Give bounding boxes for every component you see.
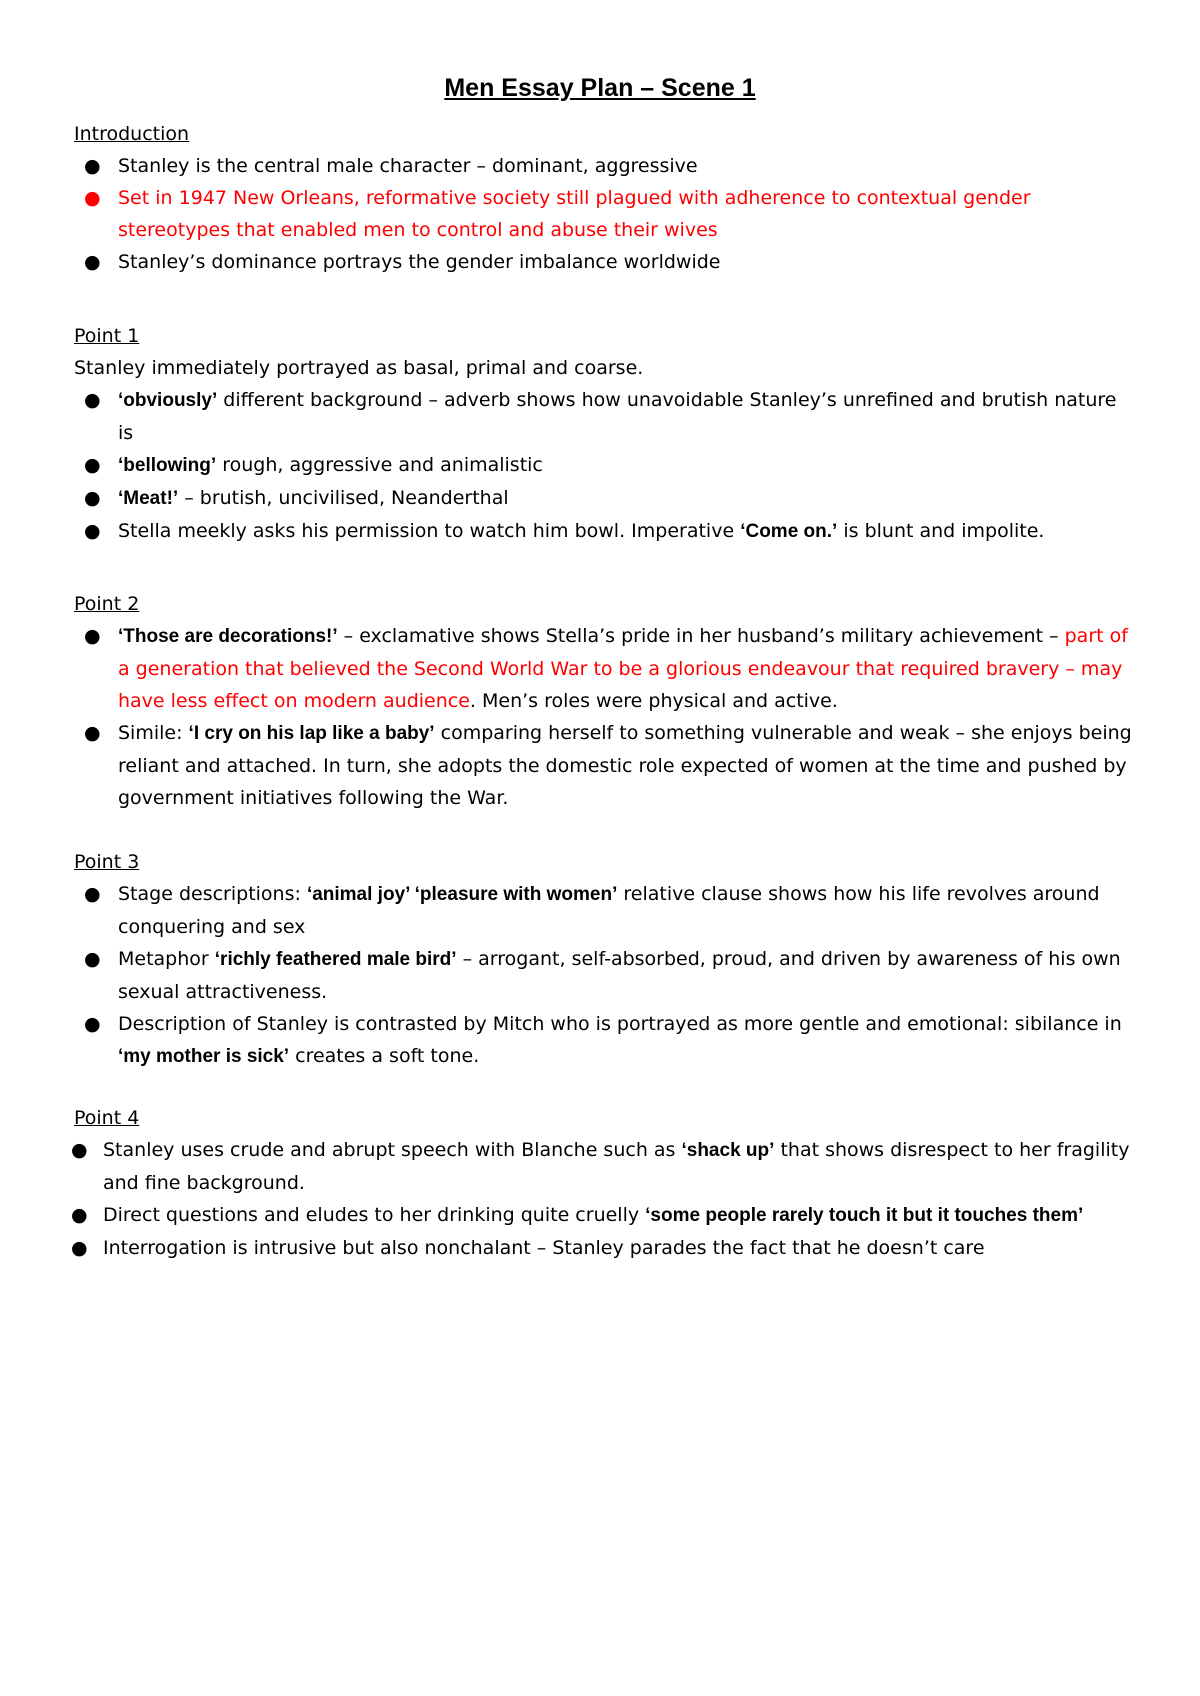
list-item: ● Stanley’s dominance portrays the gender imbalance worldwide — [74, 246, 1134, 278]
list-item: ● ‘Those are decorations!’ – exclamative shows Stella’s pride in her husband’s military achievement – part of a generation that believed the Second World War to be a glorious endeavour that required bravery – may have less effect on modern audience. Men’s roles were physical and active. — [74, 620, 1134, 717]
bullet-icon: ● — [71, 1139, 88, 1161]
bullet-icon: ● — [84, 625, 101, 647]
list-item: ● Set in 1947 New Orleans, reformative society still plagued with adherence to contextual gender stereotypes that enabled men to control and abuse their wives — [74, 182, 1134, 246]
bullet-icon: ● — [84, 389, 101, 411]
point1-lead: Stanley immediately portrayed as basal, primal and coarse. — [74, 357, 644, 379]
point2-section — [74, 588, 1134, 814]
list-item: ● Metaphor ‘richly feathered male bird’ – arrogant, self-absorbed, proud, and driven by awareness of his own sexual attractiveness. — [74, 943, 1134, 1008]
list-item: ● Stage descriptions: ‘animal joy’ ‘pleasure with women’ relative clause shows how his life revolves around conquering and sex — [74, 878, 1134, 943]
bullet-icon: ● — [84, 454, 101, 476]
point4-section — [71, 1102, 1134, 1265]
bullet-icon: ● — [84, 722, 101, 744]
bullet-icon: ● — [84, 948, 101, 970]
page-title: Men Essay Plan – Scene 1 — [444, 74, 756, 102]
bullet-icon: ● — [71, 1237, 88, 1259]
point1-heading: Point 1 — [74, 325, 140, 347]
list-item: ● Description of Stanley is contrasted by Mitch who is portrayed as more gentle and emotional: sibilance in ‘my mother is sick’ creates a soft tone. — [74, 1008, 1134, 1073]
introduction-heading: Introduction — [74, 123, 190, 145]
bullet-icon: ● — [84, 155, 101, 177]
list-item: ● Stella meekly asks his permission to watch him bowl. Imperative ‘Come on.’ is blunt and impolite. — [74, 515, 1134, 548]
bullet-icon: ● — [84, 1013, 101, 1035]
introduction-section — [74, 118, 1134, 278]
point1-section — [74, 320, 1134, 548]
point3-section — [74, 846, 1134, 1073]
bullet-icon: ● — [71, 1204, 88, 1226]
bullet-icon: ● — [84, 520, 101, 542]
list-item: ● ‘bellowing’ rough, aggressive and animalistic — [74, 449, 1134, 482]
list-item: ● Stanley uses crude and abrupt speech with Blanche such as ‘shack up’ that shows disrespect to her fragility and fine background. — [74, 1134, 1134, 1199]
bullet-icon: ● — [84, 187, 101, 209]
point4-heading: Point 4 — [74, 1107, 140, 1129]
list-item: ● ‘Meat!’ – brutish, uncivilised, Neanderthal — [74, 482, 1134, 515]
list-item: ● Stanley is the central male character – dominant, aggressive — [74, 150, 1134, 182]
list-item: ● Simile: ‘I cry on his lap like a baby’ comparing herself to something vulnerable and weak – she enjoys being reliant and attached. In turn, she adopts the domestic role expected of women at the time and pushed by government initiatives following the War. — [74, 717, 1134, 814]
bullet-icon: ● — [84, 251, 101, 273]
point2-heading: Point 2 — [74, 593, 140, 615]
list-item: ● Direct questions and eludes to her drinking quite cruelly ‘some people rarely touch it but it touches them’ — [74, 1199, 1134, 1232]
bullet-icon: ● — [84, 883, 101, 905]
point3-heading: Point 3 — [74, 851, 140, 873]
bullet-icon: ● — [84, 487, 101, 509]
list-item: ● Interrogation is intrusive but also nonchalant – Stanley parades the fact that he doesn’t care — [74, 1232, 1134, 1265]
list-item: ● ‘obviously’ different background – adverb shows how unavoidable Stanley’s unrefined and brutish nature is — [74, 384, 1134, 449]
